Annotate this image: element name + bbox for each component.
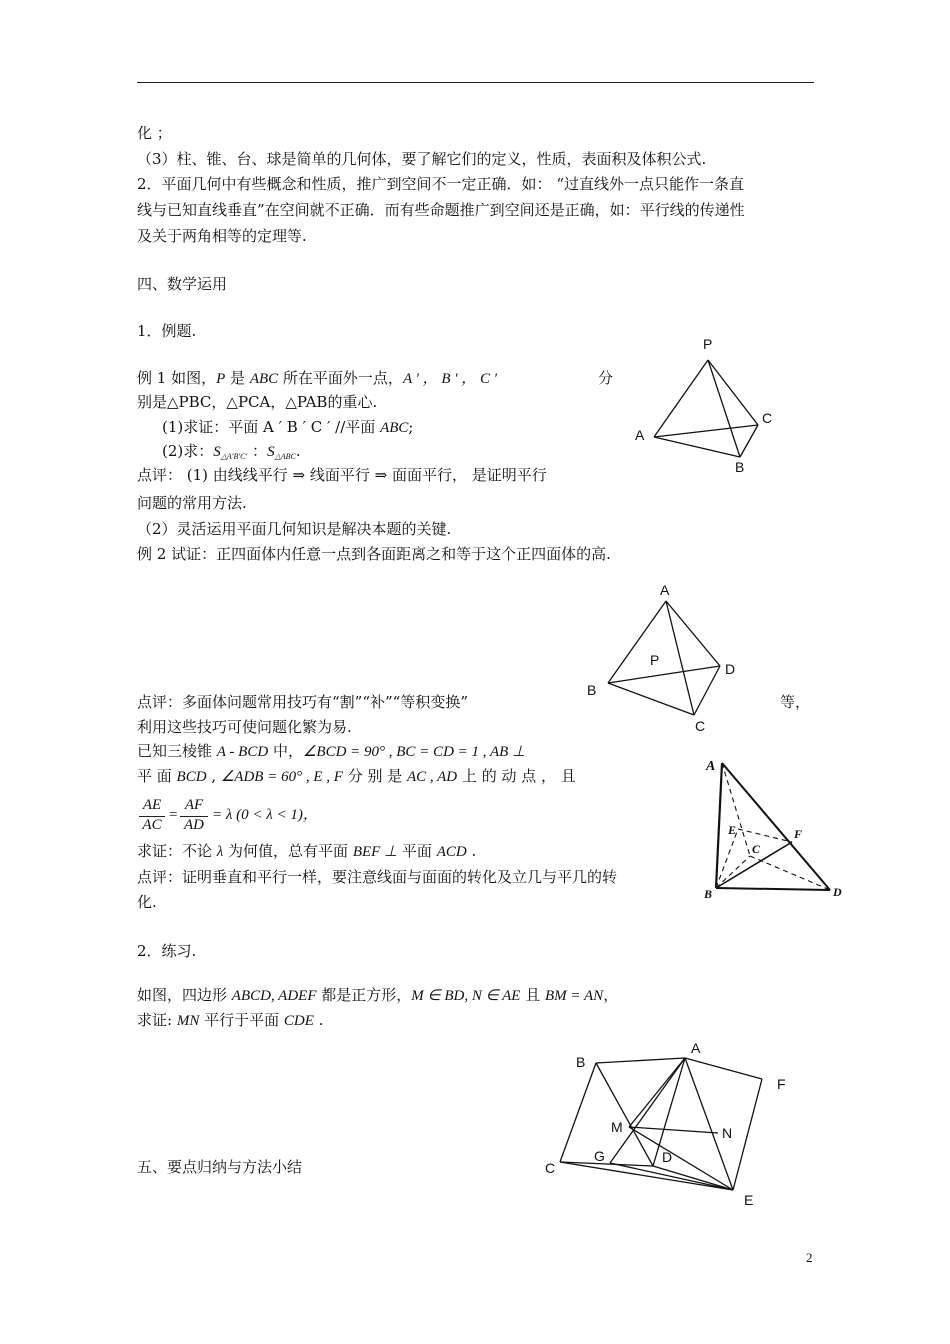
vertex-label: B (587, 682, 597, 698)
vertex-label: C (695, 718, 706, 734)
vertex-label: A (691, 1040, 701, 1056)
text-fragment: 分 (598, 369, 614, 387)
edge-bc (608, 683, 694, 715)
comment2-line2: 利用这些技巧可使问题化繁为易. (137, 718, 352, 736)
edge-bd (608, 666, 720, 683)
subsection-heading: 2．练习. (137, 942, 197, 960)
vertex-label: P (703, 336, 713, 352)
edge-cd (694, 666, 720, 715)
example1-line2: 别是△PBC，△PCA，△PAB的重心. (137, 393, 378, 411)
header-rule (137, 82, 814, 83)
segment-ge (610, 1163, 733, 1190)
edge-bc (560, 1063, 596, 1162)
text-line: 2．平面几何中有些概念和性质，推广到空间不一定正确．如： “过直线外一点只能作一条直 (137, 175, 744, 193)
vertex-label: E (728, 823, 737, 837)
vertex-label: C (752, 842, 761, 856)
vertex-label: A (706, 759, 716, 774)
point-label: G (594, 1148, 605, 1164)
vertex-label: A (660, 582, 670, 598)
fraction-ae-ac: AE AC (139, 797, 165, 837)
edge-ac (654, 425, 758, 437)
section-heading: 五、要点归纳与方法小结 (137, 1158, 303, 1176)
comment3-line1: 点评：证明垂直和平行一样，要注意线面与面面的转化及立几与平几的转 (137, 868, 618, 886)
example3-line2: 平 面 BCD , ∠ADB = 60° , E , F 分 别 是 AC , AD 上 的 动 点 ， 且 (137, 767, 576, 785)
figure-tetrahedron-pabc (630, 335, 780, 475)
edge-ab (608, 601, 666, 683)
text-fragment: 等， (780, 693, 811, 711)
page-number: 2 (806, 1250, 813, 1265)
edge-bc (716, 856, 750, 888)
segment-me (629, 1127, 733, 1190)
point-label: P (650, 652, 660, 668)
segment-ma (629, 1058, 685, 1127)
vertex-label: D (833, 885, 842, 899)
vertex-label: F (794, 827, 803, 841)
example1-q2: (2)求：$S_{\triangle A'B'C'}$ ：$S_{\triangle ABC}$. (162, 442, 301, 461)
edge-ac (722, 763, 750, 856)
example2: 例 2 试证：正四面体内任意一点到各面距离之和等于这个正四面体的高. (137, 545, 611, 563)
section-heading: 四、数学运用 (137, 275, 228, 293)
figure-regular-tetrahedron (580, 578, 750, 738)
vertex-label: B (704, 887, 713, 901)
edge-af (685, 1058, 762, 1079)
subsection-heading: 1．例题. (137, 322, 197, 340)
comment1-line1: 点评： (1) 由线线平行 ⇒ 线面平行 ⇒ 面面平行， 是证明平行 (137, 466, 547, 484)
vertex-label: D (662, 1149, 673, 1165)
edge-pb (708, 360, 740, 457)
edge-ad (722, 763, 830, 890)
example3-line1: 已知三棱锥 A - BCD 中，∠BCD = 90° , BC = CD = 1 , AB ⊥ (137, 742, 526, 760)
segment-ag (610, 1058, 685, 1163)
edge-ba (596, 1058, 685, 1063)
comment1-line2: 问题的常用方法. (137, 494, 247, 512)
edge-de (653, 1166, 733, 1190)
practice-line2: 求证: MN 平行于平面 CDE . (137, 1011, 324, 1029)
text-line: 线与已知直线垂直”在空间就不正确．而有些命题推广到空间还是正确，如：平行线的传递性 (137, 201, 745, 219)
lambda-condition: = λ (0 < λ < 1)， (212, 807, 318, 823)
vertex-label: E (744, 1192, 754, 1208)
vertex-label: B (735, 459, 745, 475)
text-line: （3）柱、锥、台、球是简单的几何体，要了解它们的定义，性质，表面积及体积公式. (137, 150, 707, 168)
equals-sign: = (169, 807, 178, 823)
edge-ab (654, 437, 740, 457)
example3-proof: 求证：不论 λ 为何值，总有平面 BEF ⊥ 平面 ACD . (137, 842, 477, 860)
comment3-line2: 化. (137, 893, 157, 911)
segment-mn (629, 1127, 718, 1133)
edge-bd (716, 888, 830, 890)
text-line: 及关于两角相等的定理等. (137, 227, 307, 245)
edge-cd (750, 856, 830, 890)
comment2-line1: 点评：多面体问题常用技巧有“割”“补”“等积变换” (137, 693, 469, 711)
practice-line1: 如图，四边形 ABCD, ADEF 都是正方形，M ∈ BD, N ∈ AE 且 BM = AN， (137, 986, 619, 1004)
figure-two-squares (540, 1035, 800, 1215)
fraction-af-ad: AF AD (180, 797, 208, 837)
vertex-label: A (635, 427, 645, 443)
edge-pc (708, 360, 758, 425)
figure-pyramid-abcd (700, 752, 850, 902)
vertex-label: D (725, 661, 736, 677)
example1-line1: 例 1 如图，P 是 ABC 所在平面外一点，A ′ ， B ′ ， C ′ (137, 369, 498, 387)
text-line: 化 ； (137, 124, 172, 142)
comment1-line3: （2）灵活运用平面几何知识是解决本题的关键. (137, 520, 452, 538)
vertex-label: B (576, 1054, 586, 1070)
edge-bc (740, 425, 758, 457)
point-label: M (611, 1119, 623, 1135)
vertex-label: C (762, 410, 773, 426)
point-label: N (722, 1125, 733, 1141)
vertex-label: F (777, 1076, 786, 1092)
edge-ae (685, 1058, 733, 1190)
edge-pa (654, 360, 708, 437)
edge-fe (733, 1079, 762, 1190)
edge-ab (716, 763, 722, 888)
vertex-label: C (545, 1160, 556, 1176)
example1-q1: (1)求证：平面 A ′ B ′ C ′ //平面 ABC; (162, 418, 414, 436)
